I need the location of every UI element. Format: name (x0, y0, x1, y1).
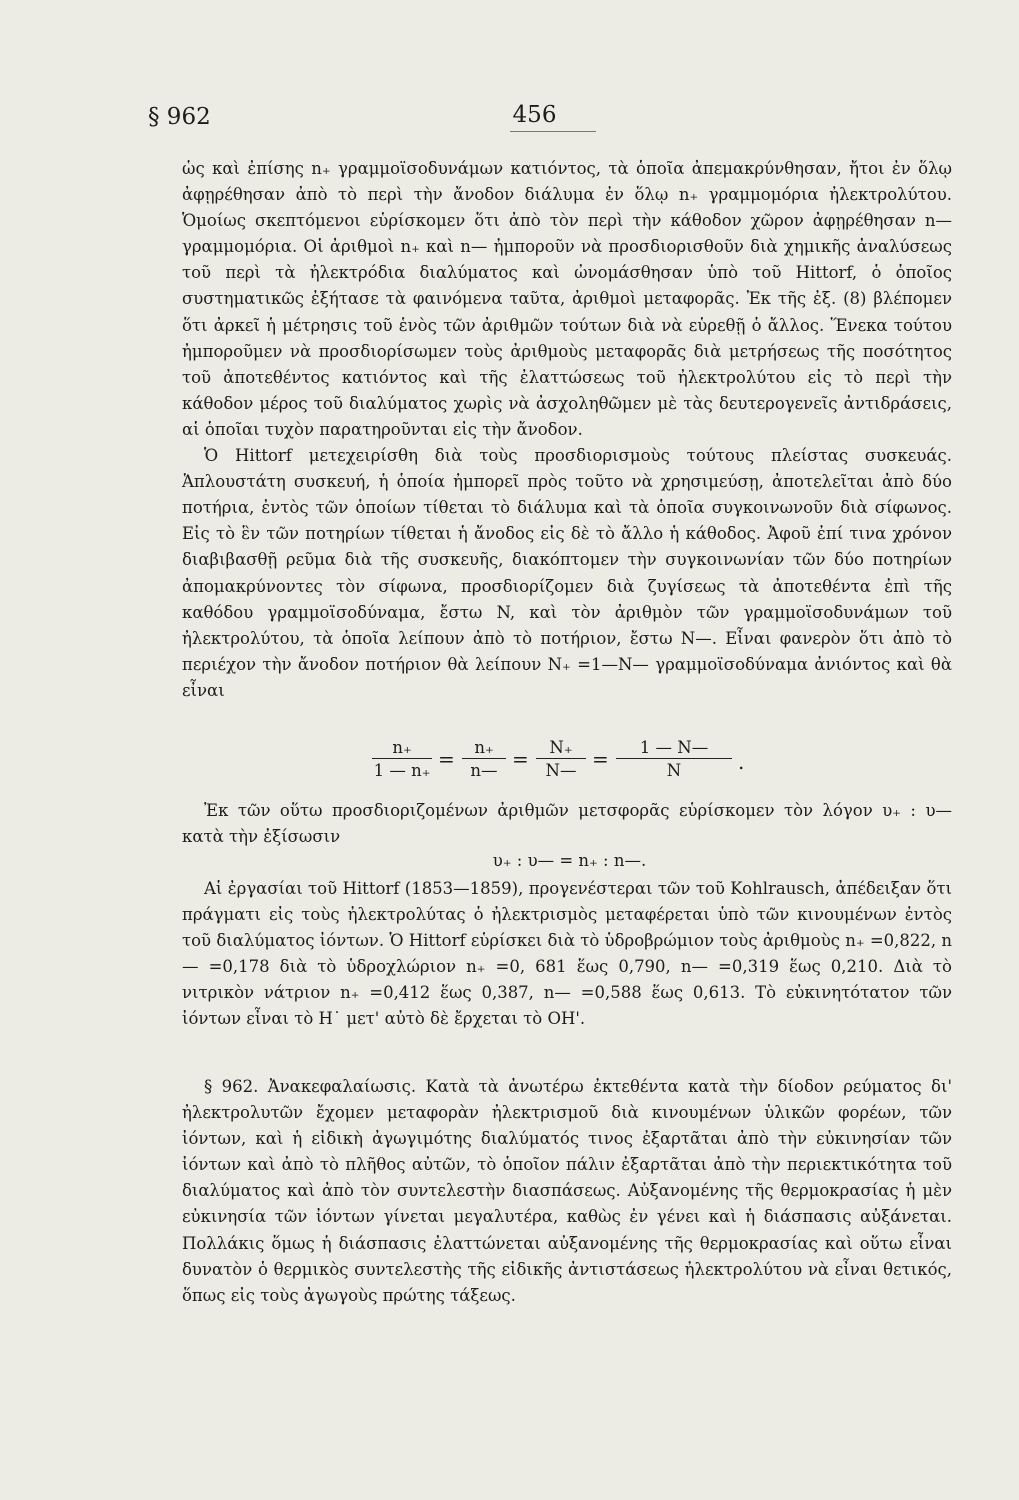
equals-sign: = (592, 747, 609, 771)
text-block-2 (182, 798, 952, 850)
equation-velocity-ratio: υ₊ : υ— = n₊ : n—. (492, 851, 647, 870)
fraction: $\frac{N_+}{N—}$ (536, 738, 586, 781)
fraction: $\frac{1 — N—}{N}$ (616, 738, 732, 781)
paragraph: Αἱ ἐργασίαι τοῦ Hittorf (1853—1859), προγενέστεραι τῶν τοῦ Kohlrausch, ἀπέδειξαν ὅτι πράγματι εἰς τοὺς ἠλεκτρολύτας ὁ ἠλεκτρισμὸς μεταφέρεται ὑπὸ τῶν κινουμένων ἐντὸς τοῦ διαλύματος ἰόντων. Ὁ Hittorf εὑρίσκει διὰ τὸ ὑδροβρώμιον τοὺς ἀριθμοὺς n₊ =0,822, n— =0,178 διὰ τὸ ὑδροχλώριον n₊ =0, 681 ἕως 0,790, n— =0,319 ἕως 0,210. Διὰ τὸ νιτρικὸν νάτριον n₊ =0,412 ἕως 0,387, n— =0,588 ἕως 0,613. Τὸ εὐκινητότατον τῶν ἰόντων εἶναι τὸ H˙ μετ' αὐτὸ δὲ ἔρχεται τὸ OH'. (182, 879, 952, 1029)
paragraph-recapitulation: § 962. Ἀνακεφαλαίωσις. Κατὰ τὰ ἀνωτέρω ἐκτεθέντα κατὰ τὴν δίοδον ρεύματος δι' ἠλεκτρολυτῶν ἔχομεν μεταφορὰν ἠλεκτρισμοῦ διὰ κινουμένων ὑλικῶν φορέων, τῶν ἰόντων, καὶ ἡ εἰδικὴ ἀγωγιμότης διαλύματός τινος ἐξαρτᾶται ἀπὸ τὴν εὐκινησίαν τῶν ἰόντων καὶ ἀπὸ τὸ πλῆθος αὐτῶν, τὸ ὁποῖον πάλιν ἐξαρτᾶται ἀπὸ τὴν περιεκτικότητα τοῦ διαλύματος καὶ ἀπὸ τὸν συντελεστὴν διασπάσεως. Αὐξανομένης τῆς θερμοκρασίας ἡ μὲν εὐκινησία τῶν ἰόντων γίνεται μεγαλυτέρα, καθὼς ἐν γένει καὶ ἡ διάσπασις αὐξάνεται. Πολλάκις ὅμως ἡ διάσπασις ἐλαττώνεται αὐξανομένης τῆς θερμοκρασίας καὶ οὕτω εἶναι δυνατὸν ὁ θερμικὸς συντελεστὴς τῆς εἰδικῆς ἀντιστάσεως ἠλεκτρολύτου νὰ εἶναι θετικός, ὅπως εἰς τοὺς ἀγωγοὺς πρώτης τάξεως. (182, 1077, 952, 1305)
fraction: $\frac{n_+}{n—}$ (462, 738, 506, 781)
paragraph: ὡς καὶ ἐπίσης n₊ γραμμοϊσοδυνάμων κατιόντος, τὰ ὁποῖα ἀπεμακρύνθησαν, ἤτοι ἐν ὅλῳ ἀφῃρέθησαν ἀπὸ τὸ περὶ τὴν ἄνοδον διάλυμα ἐν ὅλῳ n₊ γραμμομόρια ἠλεκτρολύτου. Ὁμοίως σκεπτόμενοι εὑρίσκομεν ὅτι ἀπὸ τὸν περὶ τὴν κάθοδον χῶρον ἀφῃρέθησαν n— γραμμομόρια. Οἱ ἀριθμοὶ n₊ καὶ n— ἠμποροῦν νὰ προσδιορισθοῦν διὰ χημικῆς ἀναλύσεως τοῦ περὶ τὰ ἠλεκτρόδια διαλύματος καὶ ὠνομάσθησαν ὑπὸ τοῦ Hittorf, ὁ ὁποῖος συστηματικῶς ἐξήτασε τὰ φαινόμενα ταῦτα, ἀριθμοὶ μεταφορᾶς. Ἐκ τῆς ἐξ. (8) βλέπομεν ὅτι ἀρκεῖ ἡ μέτρησις τοῦ ἑνὸς τῶν ἀριθμῶν τούτων διὰ νὰ εὑρεθῇ ὁ ἄλλος. Ἕνεκα τούτου ἠμποροῦμεν νὰ προσδιορίσωμεν τοὺς ἀριθμοὺς μεταφορᾶς διὰ μετρήσεως τῆς ποσότητος τοῦ ἀποτεθέντος κατιόντος καὶ τῆς ἐλαττώσεως τοῦ ἠλεκτρολύτου εἰς τὸ περὶ τὴν κάθοδον μέρος τοῦ διαλύματος χωρὶς νὰ ἀσχοληθῶμεν μὲ τὰς δευτερογενεῖς ἀντιδράσεις, αἱ ὁποῖαι τυχὸν παρατηροῦνται εἰς τὴν ἄνοδον. (182, 159, 952, 439)
header-rule (510, 131, 596, 132)
paragraph: Ἐκ τῶν οὕτω προσδιοριζομένων ἀριθμῶν μετσφορᾶς εὑρίσκομεν τὸν λόγον υ₊ : υ— κατὰ τὴν ἐξίσωσιν (182, 801, 952, 847)
text-block-1 (182, 156, 952, 704)
text-block-4 (182, 1074, 952, 1309)
section-marker: § 962 (148, 104, 211, 130)
fraction: $\frac{n_+}{1 — n_+}$ (373, 738, 431, 780)
equation-ratios (0, 738, 1019, 784)
paragraph: Ὁ Hittorf μετεχειρίσθη διὰ τοὺς προσδιορισμοὺς τούτους πλείστας συσκευάς. Ἁπλουστάτη συσκευή, ἡ ὁποία ἠμπορεῖ πρὸς τοῦτο νὰ χρησιμεύσῃ, ἀποτελεῖται ἀπὸ δύο ποτήρια, ἐντὸς τῶν ὁποίων τίθεται τὸ διάλυμα καὶ τὰ ὁποῖα συγκοινωνοῦν διὰ σίφωνος. Εἰς τὸ ἓν τῶν ποτηρίων τίθεται ἡ ἄνοδος εἰς δὲ τὸ ἄλλο ἡ κάθοδος. Ἀφοῦ ἐπί τινα χρόνον διαβιβασθῇ ρεῦμα διὰ τῆς συσκευῆς, διακόπτομεν τὴν συγκοινωνίαν τῶν δύο ποτηρίων ἀπομακρύνοντες τὸν σίφωνα, προσδιορίζομεν διὰ ζυγίσεως τὰ ἀποτεθέντα ἐπὶ τῆς καθόδου γραμμοϊσοδύναμα, ἔστω N, καὶ τὸν ἀριθμὸν τῶν γραμμοϊσοδυνάμων τοῦ ἠλεκτρολύτου, τὰ ὁποῖα λείπουν ἀπὸ τὸ ποτήριον, ἔστω N—. Εἶναι φανερὸν ὅτι ἀπὸ τὸ περιέχον τὴν ἄνοδον ποτήριον θὰ λείπουν N₊ =1—N— γραμμοϊσοδύναμα ἀνιόντος καὶ θὰ εἶναι (182, 446, 952, 700)
text-block-3 (182, 876, 952, 1033)
page-number: 456 (512, 102, 557, 128)
equation-period: . (738, 750, 745, 774)
equals-sign: = (438, 747, 455, 771)
equals-sign: = (512, 747, 529, 771)
